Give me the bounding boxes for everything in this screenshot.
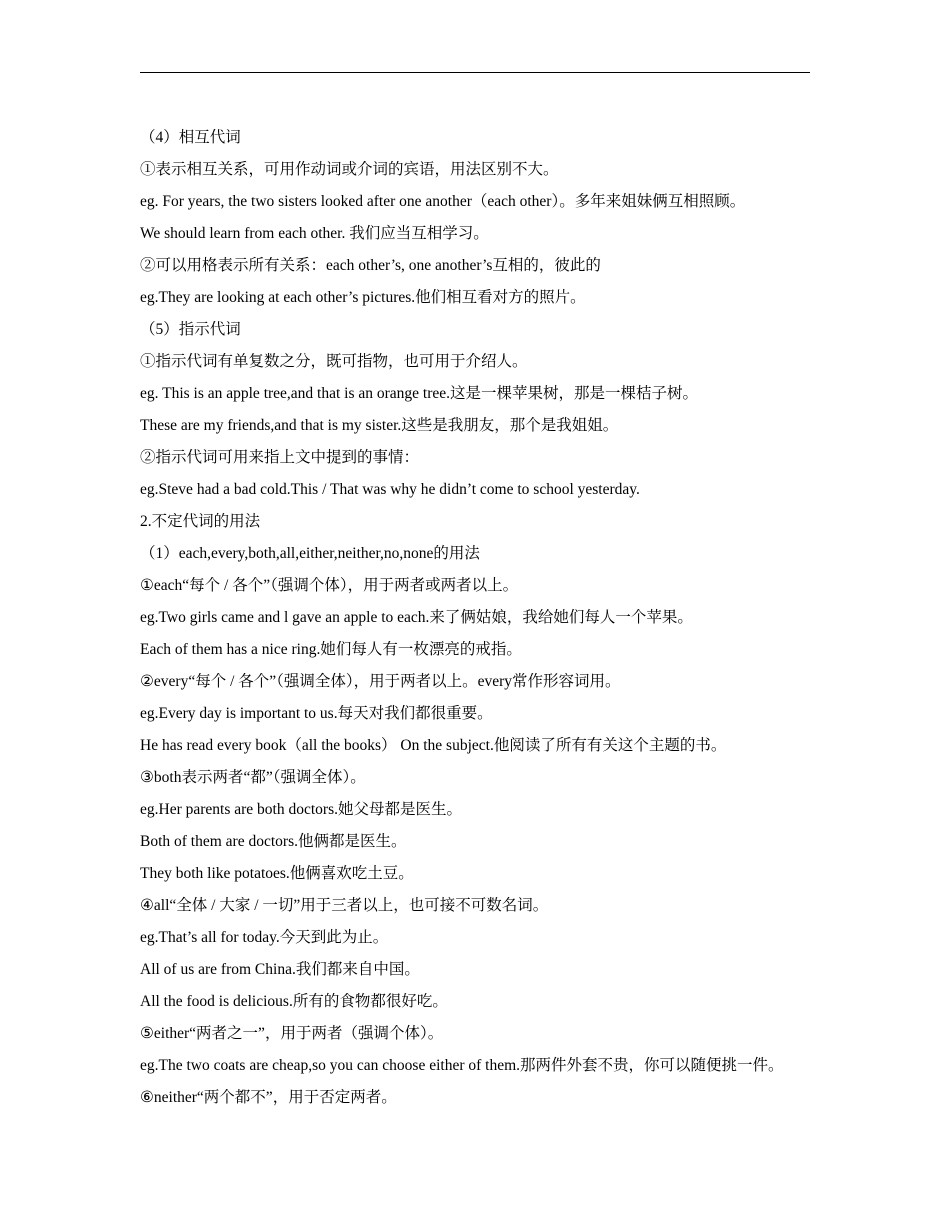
text-line: ②可以用格表示所有关系：each other’s, one another’s互相的，彼此的 xyxy=(140,257,601,274)
text-line: ①each“每个 / 各个”（强调个体），用于两者或两者以上。 xyxy=(140,577,519,594)
example-line: eg.That’s all for today.今天到此为止。 xyxy=(140,929,389,946)
example-line: eg.The two coats are cheap,so you can choose either of them.那两件外套不贵，你可以随便挑一件。 xyxy=(140,1057,784,1074)
text-line: ③both表示两者“都”（强调全体）。 xyxy=(140,769,366,786)
example-line: Each of them has a nice ring.她们每人有一枚漂亮的戒指。 xyxy=(140,641,522,658)
example-line: eg.Every day is important to us.每天对我们都很重要。 xyxy=(140,705,493,722)
section-heading-reciprocal-pronouns: （4）相互代词 xyxy=(140,129,241,146)
text-line: ①表示相互关系，可用作动词或介词的宾语，用法区别不大。 xyxy=(140,161,559,178)
text-line: ⑤either“两者之一”，用于两者（强调个体）。 xyxy=(140,1025,444,1042)
example-line: eg.Steve had a bad cold.This / That was why he didn’t come to school yesterday. xyxy=(140,481,640,498)
example-line: Both of them are doctors.他俩都是医生。 xyxy=(140,833,407,850)
example-line: He has read every book（all the books） On the subject.他阅读了所有有关这个主题的书。 xyxy=(140,737,727,754)
text-line: ②指示代词可用来指上文中提到的事情： xyxy=(140,449,420,466)
example-line: All the food is delicious.所有的食物都很好吃。 xyxy=(140,993,448,1010)
example-line: eg.Two girls came and l gave an apple to each.来了俩姑娘，我给她们每人一个苹果。 xyxy=(140,609,693,626)
example-line: eg. For years, the two sisters looked after one another（each other）。多年来姐妹俩互相照顾。 xyxy=(140,193,746,210)
text-line: ①指示代词有单复数之分，既可指物，也可用于介绍人。 xyxy=(140,353,528,370)
header-rule xyxy=(140,72,810,73)
section-heading-indefinite-pronouns: 2.不定代词的用法 xyxy=(140,513,261,530)
text-line: ⑥neither“两个都不”，用于否定两者。 xyxy=(140,1089,397,1106)
section-heading-demonstrative-pronouns: （5）指示代词 xyxy=(140,321,241,338)
example-line: These are my friends,and that is my sister.这些是我朋友，那个是我姐姐。 xyxy=(140,417,619,434)
example-line: eg.They are looking at each other’s pictures.他们相互看对方的照片。 xyxy=(140,289,586,306)
example-line: We should learn from each other. 我们应当互相学习。 xyxy=(140,225,489,242)
text-line: ②every“每个 / 各个”（强调全体），用于两者以上。every常作形容词用。 xyxy=(140,673,621,690)
subsection-heading: （1）each,every,both,all,either,neither,no,none的用法 xyxy=(140,545,480,562)
example-line: eg.Her parents are both doctors.她父母都是医生。 xyxy=(140,801,462,818)
document-body xyxy=(140,122,820,1114)
text-line: ④all“全体 / 大家 / 一切”用于三者以上，也可接不可数名词。 xyxy=(140,897,549,914)
example-line: All of us are from China.我们都来自中国。 xyxy=(140,961,420,978)
example-line: They both like potatoes.他俩喜欢吃土豆。 xyxy=(140,865,414,882)
example-line: eg. This is an apple tree,and that is an orange tree.这是一棵苹果树，那是一棵桔子树。 xyxy=(140,385,699,402)
